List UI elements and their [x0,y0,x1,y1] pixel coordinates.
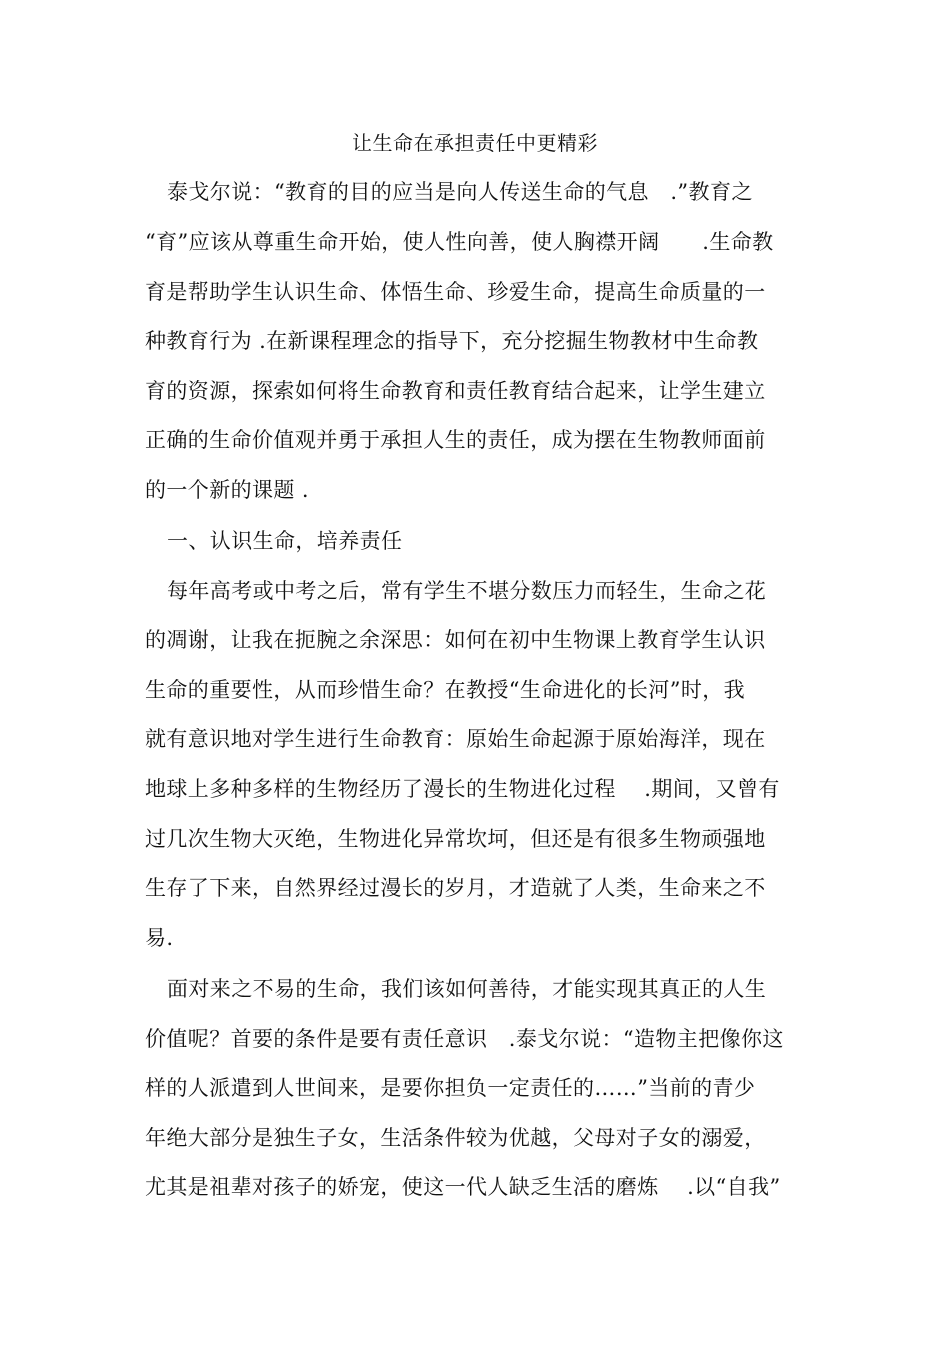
paragraph-line: 的凋谢，让我在扼腕之余深思：如何在初中生物课上教育学生认识 [145,628,766,652]
paragraph-line: 尤其是祖辈对孩子的娇宠，使这一代人缺乏生活的磨炼 .以“自我” [145,1175,781,1199]
paragraph-line: 地球上多种多样的生物经历了漫长的生物进化过程 .期间，又曾有 [145,777,780,801]
paragraph-line: 易. [145,926,174,950]
paragraph-line: 价值呢？首要的条件是要有责任意识 .泰戈尔说：“造物主把像你这 [145,1027,784,1051]
section-heading: 一、认识生命，培养责任 [167,529,403,553]
paragraph-line: 生命的重要性，从而珍惜生命？在教授“生命进化的长河”时，我 [145,678,746,702]
paragraph-line: 泰戈尔说：“教育的目的应当是向人传送生命的气息 .”教育之 [167,180,753,204]
paragraph-line: 育是帮助学生认识生命、体悟生命、珍爱生命，提高生命质量的一 [145,280,766,304]
paragraph-line: 就有意识地对学生进行生命教育：原始生命起源于原始海洋，现在 [145,727,766,751]
paragraph-line: 样的人派遣到人世间来，是要你担负一定责任的……”当前的青少 [145,1076,756,1100]
paragraph-line: “育”应该从尊重生命开始，使人性向善，使人胸襟开阔 .生命教 [145,230,774,254]
paragraph-line: 育的资源，探索如何将生命教育和责任教育结合起来，让学生建立 [145,379,766,403]
paragraph-line: 生存了下来，自然界经过漫长的岁月，才造就了人类，生命来之不 [145,876,766,900]
paragraph-line: 的一个新的课题 . [145,478,309,502]
paragraph-line: 面对来之不易的生命，我们该如何善待，才能实现其真正的人生 [167,977,767,1001]
paragraph-line: 年绝大部分是独生子女，生活条件较为优越，父母对子女的溺爱， [145,1126,766,1150]
paragraph-line: 过几次生物大灭绝，生物进化异常坎坷，但还是有很多生物顽强地 [145,827,766,851]
paragraph-line: 种教育行为 .在新课程理念的指导下，充分挖掘生物教材中生命教 [145,329,759,353]
paragraph-line: 每年高考或中考之后，常有学生不堪分数压力而轻生，生命之花 [167,579,767,603]
paragraph-line: 正确的生命价值观并勇于承担人生的责任，成为摆在生物教师面前 [145,428,766,452]
document-title: 让生命在承担责任中更精彩 [352,131,598,155]
